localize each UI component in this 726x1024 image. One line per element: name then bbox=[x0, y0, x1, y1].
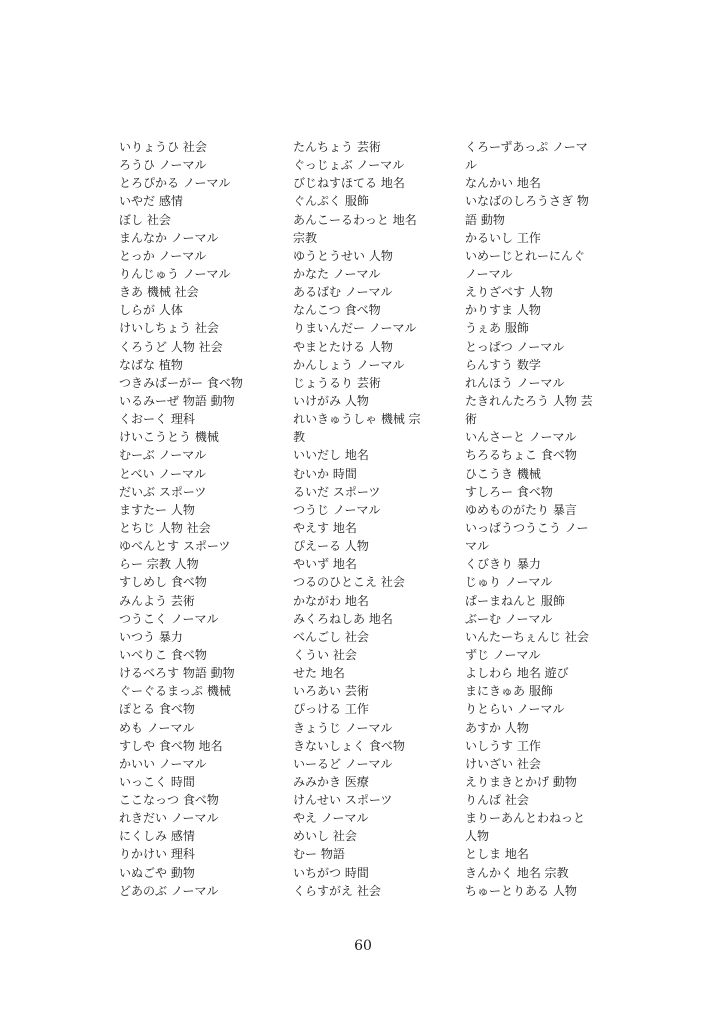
word-entry: かなた ノーマル bbox=[293, 266, 381, 281]
word-entry: きんかく 地名 宗教 bbox=[465, 865, 569, 880]
word-entry: にくしみ 感情 bbox=[119, 829, 195, 844]
word-entry: ぴえーる 人物 bbox=[293, 539, 369, 554]
word-entry: ちゅーとりある 人物 bbox=[465, 883, 577, 898]
word-entry: とろぴかる ノーマル bbox=[119, 176, 231, 191]
word-entry: ノーマル bbox=[465, 266, 513, 281]
word-entry: かいい ノーマル bbox=[119, 756, 207, 771]
word-entry: ここなっつ 食べ物 bbox=[119, 793, 219, 808]
word-entry: くろーずあっぷ ノーマ bbox=[465, 140, 588, 154]
word-entry: やまとたける 人物 bbox=[293, 339, 393, 354]
word-entry: いなばのしろうさぎ 物 bbox=[465, 194, 589, 209]
word-entry: つるのひとこえ 社会 bbox=[293, 575, 405, 590]
word-entry: マル bbox=[465, 539, 490, 554]
word-entry: きないしょく 食べ物 bbox=[293, 738, 405, 753]
word-entry: しらが 人体 bbox=[119, 303, 183, 318]
word-entry: いんさーと ノーマル bbox=[465, 430, 577, 445]
word-entry: なんこつ 食べ物 bbox=[293, 303, 381, 318]
word-entry: かりすま 人物 bbox=[465, 303, 541, 318]
word-entry: すしめし 食べ物 bbox=[119, 575, 207, 590]
word-entry: いしうす 工作 bbox=[465, 738, 541, 753]
word-list-column-2 bbox=[293, 138, 443, 900]
word-entry: いるみーぜ 物語 動物 bbox=[119, 393, 235, 408]
word-entry: みみかき 医療 bbox=[293, 774, 369, 789]
word-entry: ゆうとうせい 人物 bbox=[293, 248, 393, 263]
word-entry: けいしちょう 社会 bbox=[119, 321, 219, 336]
word-entry: とべい ノーマル bbox=[119, 466, 206, 481]
word-entry: まにきゅあ 服飾 bbox=[465, 684, 553, 699]
word-entry: ぽとる 食べ物 bbox=[119, 702, 195, 717]
word-entry: ずじ ノーマル bbox=[465, 647, 541, 662]
word-entry: りかけい 理科 bbox=[119, 847, 195, 862]
word-entry: けんせい スポーツ bbox=[293, 793, 393, 808]
word-entry: けいこうとう 機械 bbox=[119, 430, 219, 445]
word-entry: ぐーぐるまっぷ 機械 bbox=[119, 684, 231, 699]
word-entry: いろあい 芸術 bbox=[293, 684, 369, 699]
word-entry: すしや 食べ物 地名 bbox=[119, 738, 223, 753]
word-entry: むいか 時間 bbox=[293, 466, 357, 481]
page-number: 60 bbox=[354, 938, 372, 954]
word-entry: いっこく 時間 bbox=[119, 774, 195, 789]
word-entry: だいぶ スポーツ bbox=[119, 484, 207, 499]
word-entry: けるべろす 物語 動物 bbox=[119, 666, 235, 681]
word-entry: いぬごや 動物 bbox=[119, 865, 195, 880]
word-entry: ゆべんとす スポーツ bbox=[119, 539, 231, 554]
word-entry: ぴっける 工作 bbox=[293, 702, 369, 717]
word-entry: いめーじとれーにんぐ bbox=[465, 248, 586, 263]
word-entry: どあのぶ ノーマル bbox=[119, 883, 219, 898]
word-entry: むーぶ ノーマル bbox=[119, 448, 207, 463]
word-entry: いっぱうつうこう ノー bbox=[465, 520, 589, 535]
word-entry: 語 動物 bbox=[465, 212, 505, 227]
word-entry: べんごし 社会 bbox=[293, 629, 369, 644]
word-entry: むー 物語 bbox=[293, 847, 345, 862]
word-entry: やえす 地名 bbox=[293, 520, 357, 535]
word-entry: いつう 暴力 bbox=[119, 629, 183, 644]
word-entry: たきれんたろう 人物 芸 bbox=[465, 393, 593, 408]
word-entry: あるばむ ノーマル bbox=[293, 285, 393, 300]
word-entry: みんよう 芸術 bbox=[119, 593, 195, 608]
word-entry: くうい 社会 bbox=[293, 647, 357, 662]
word-list-column-1 bbox=[119, 138, 269, 900]
word-entry: れんほう ノーマル bbox=[465, 375, 565, 390]
word-entry: かながわ 地名 bbox=[293, 593, 369, 608]
word-entry: ろうひ ノーマル bbox=[119, 158, 207, 173]
word-entry: めいし 社会 bbox=[293, 829, 357, 844]
word-entry: いんたーちぇんじ 社会 bbox=[465, 629, 589, 644]
word-entry: いけがみ 人物 bbox=[293, 393, 369, 408]
word-entry: いりょうひ 社会 bbox=[119, 140, 207, 154]
word-entry: ル bbox=[465, 158, 478, 173]
word-entry: いいだし 地名 bbox=[293, 448, 369, 463]
word-entry: めも ノーマル bbox=[119, 720, 195, 735]
word-entry: たんちょう 芸術 bbox=[293, 140, 381, 154]
word-entry: らー 宗教 人物 bbox=[119, 557, 199, 572]
word-entry: ますたー 人物 bbox=[119, 502, 195, 517]
word-entry: つきみばーがー 食べ物 bbox=[119, 375, 243, 390]
word-entry: りまいんだー ノーマル bbox=[293, 321, 417, 336]
word-entry: かんしょう ノーマル bbox=[293, 357, 405, 372]
word-entry: 教 bbox=[293, 430, 306, 445]
word-entry: まんなか ノーマル bbox=[119, 230, 219, 245]
word-entry: なんかい 地名 bbox=[465, 176, 541, 191]
word-entry: れきだい ノーマル bbox=[119, 811, 219, 826]
word-entry: ひこうき 機械 bbox=[465, 466, 541, 481]
word-entry: えりまきとかげ 動物 bbox=[465, 774, 577, 789]
word-entry: せた 地名 bbox=[293, 666, 345, 681]
word-entry: つうじ ノーマル bbox=[293, 502, 381, 517]
word-entry: けいざい 社会 bbox=[465, 756, 541, 771]
word-entry: びじねすほてる 地名 bbox=[293, 176, 405, 191]
word-entry: ぐんぷく 服飾 bbox=[293, 194, 369, 209]
word-entry: まりーあんとわねっと bbox=[465, 811, 586, 826]
word-entry: いーるど ノーマル bbox=[293, 756, 393, 771]
word-entry: ちろるちょこ 食べ物 bbox=[465, 448, 577, 463]
word-entry: かるいし 工作 bbox=[465, 230, 541, 245]
word-entry: くらすがえ 社会 bbox=[293, 883, 381, 898]
word-entry: なばな 植物 bbox=[119, 357, 183, 372]
word-entry: すしろー 食べ物 bbox=[465, 484, 553, 499]
word-entry: いべりこ 食べ物 bbox=[119, 647, 207, 662]
word-list-column-3 bbox=[465, 138, 615, 900]
word-entry: よしわら 地名 遊び bbox=[465, 666, 569, 681]
word-entry: きあ 機械 社会 bbox=[119, 285, 199, 300]
word-entry: くびきり 暴力 bbox=[465, 557, 541, 572]
word-entry: やいず 地名 bbox=[293, 557, 357, 572]
word-entry: としま 地名 bbox=[465, 847, 529, 862]
word-entry: あすか 人物 bbox=[465, 720, 529, 735]
word-entry: らんすう 数学 bbox=[465, 357, 541, 372]
word-entry: りんじゅう ノーマル bbox=[119, 266, 231, 281]
word-entry: じょうるり 芸術 bbox=[293, 375, 381, 390]
word-entry: くろうど 人物 社会 bbox=[119, 339, 223, 354]
word-entry: つうこく ノーマル bbox=[119, 611, 219, 626]
word-entry: きょうじ ノーマル bbox=[293, 720, 393, 735]
word-entry: くおーく 理科 bbox=[119, 412, 195, 427]
word-entry: ぶーむ ノーマル bbox=[465, 611, 553, 626]
word-entry: ゆめものがたり 暴言 bbox=[465, 502, 577, 517]
word-entry: りんぱ 社会 bbox=[465, 793, 529, 808]
word-entry: うぇあ 服飾 bbox=[465, 321, 529, 336]
word-entry: あんこーるわっと 地名 bbox=[293, 212, 417, 227]
word-entry: るいだ スポーツ bbox=[293, 484, 381, 499]
word-entry: みくろねしあ 地名 bbox=[293, 611, 393, 626]
word-entry: りとらい ノーマル bbox=[465, 702, 565, 717]
word-entry: いやだ 感情 bbox=[119, 194, 183, 209]
word-entry: じゅり ノーマル bbox=[465, 575, 553, 590]
word-entry: とちじ 人物 社会 bbox=[119, 520, 211, 535]
word-entry: いちがつ 時間 bbox=[293, 865, 369, 880]
word-entry: とっぱつ ノーマル bbox=[465, 339, 565, 354]
word-entry: ぼし 社会 bbox=[119, 212, 171, 227]
word-entry: ぱーまねんと 服飾 bbox=[465, 593, 565, 608]
word-entry: えりざべす 人物 bbox=[465, 285, 553, 300]
word-entry: 人物 bbox=[465, 829, 490, 844]
word-entry: とっか ノーマル bbox=[119, 248, 207, 263]
word-entry: やえ ノーマル bbox=[293, 811, 369, 826]
word-entry: 術 bbox=[465, 412, 478, 427]
word-entry: れいきゅうしゃ 機械 宗 bbox=[293, 412, 421, 427]
word-entry: 宗教 bbox=[293, 230, 318, 245]
word-entry: ぐっじょぶ ノーマル bbox=[293, 158, 405, 173]
